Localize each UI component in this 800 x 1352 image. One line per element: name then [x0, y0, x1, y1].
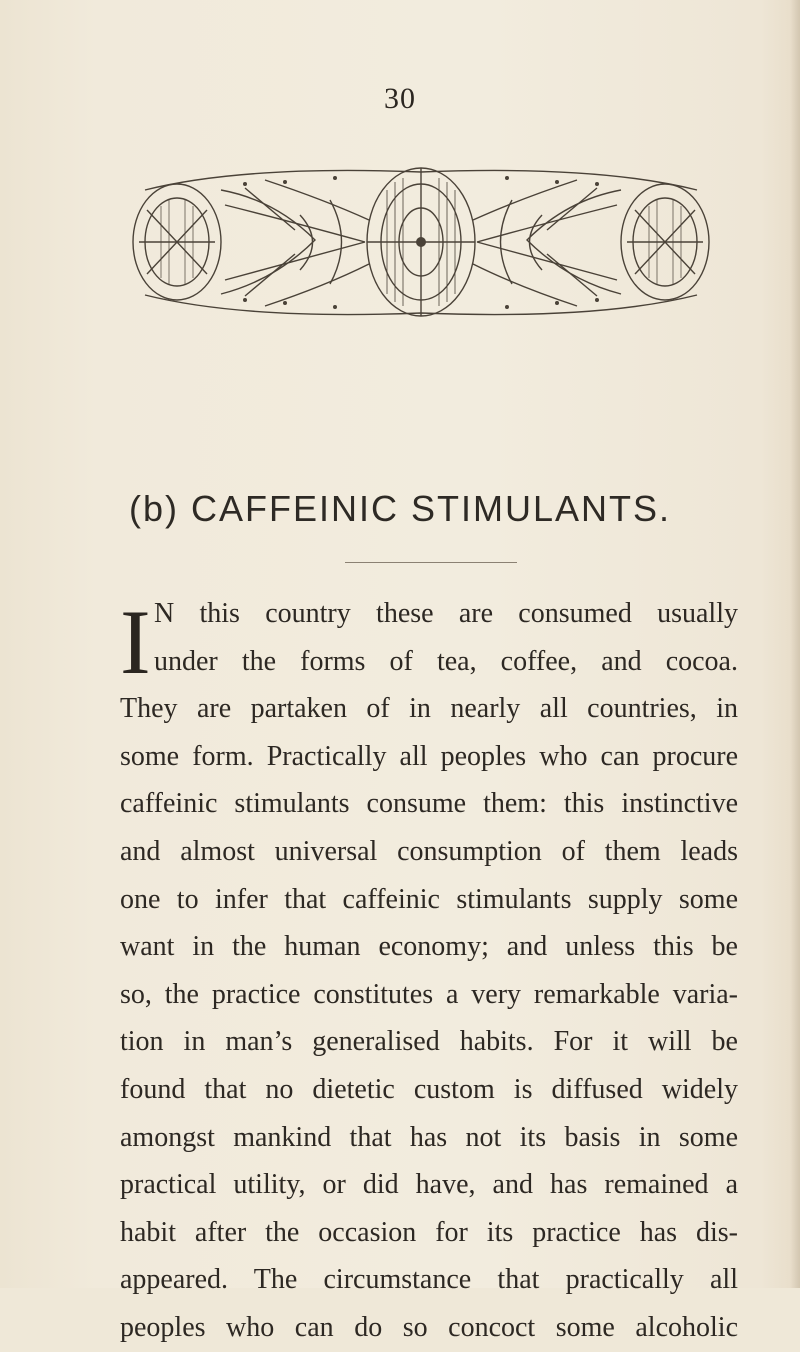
text-line: want in the human economy; and unless this be: [120, 931, 738, 963]
text-line: and almost universal consumption of them leads: [120, 835, 738, 867]
body-paragraph: [120, 590, 738, 1352]
drop-cap: I: [120, 591, 151, 693]
text-line: N this country these are consumed usually: [154, 598, 738, 629]
page-edge-shadow: [790, 0, 800, 1288]
text-line: some form. Practically all peoples who can procure: [120, 740, 738, 772]
text-line: found that no dietetic custom is diffused widely: [120, 1073, 738, 1105]
text-line: so, the practice constitutes a very remarkable varia-: [120, 978, 738, 1010]
page-number: 30: [384, 82, 416, 115]
text-line: one to infer that caffeinic stimulants supply some: [120, 883, 738, 915]
heading-rule: [345, 562, 517, 563]
text-line: caffeinic stimulants consume them: this instinctive: [120, 788, 738, 820]
section-heading: (b) CAFFEINIC STIMULANTS.: [128, 488, 672, 529]
text-line: They are partaken of in nearly all countries, in: [120, 693, 738, 725]
text-line: tion in man’s generalised habits. For it will be: [120, 1026, 738, 1058]
text-line: appeared. The circumstance that practically all: [120, 1264, 738, 1296]
floral-scroll-ornament-icon: [125, 160, 717, 325]
text-line: practical utility, or did have, and has remained a: [120, 1169, 738, 1201]
text-line: under the forms of tea, coffee, and cocoa.: [154, 645, 738, 677]
text-line: amongst mankind that has not its basis in some: [120, 1121, 738, 1153]
text-line: peoples who can do so concoct some alcoholic: [120, 1311, 738, 1343]
text-line: habit after the occasion for its practice has dis-: [120, 1216, 738, 1248]
